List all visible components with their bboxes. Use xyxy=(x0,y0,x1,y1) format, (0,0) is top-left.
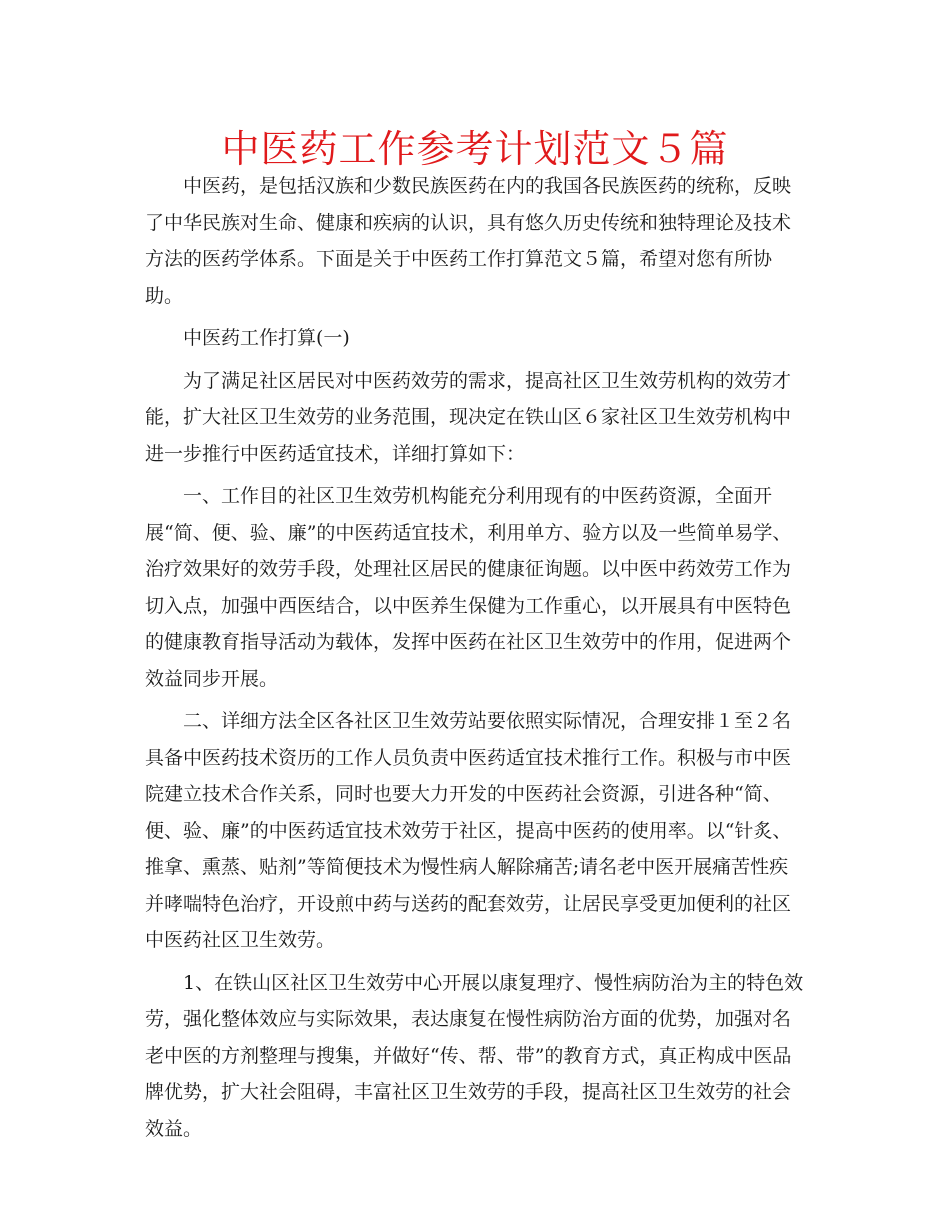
body-paragraph: 一、工作目的社区卫生效劳机构能充分利用现有的中医药资源，全面开展“简、便、验、廉”的中医药适宜技术，利用单方、验方以及一些简单易学、治疗效果好的效劳手段，处理社区居民的健康征询题。以中医中药效劳工作为切入点，加强中西医结合，以中医养生保健为工作重心，以开展具有中医特色的健康教育指导活动为载体，发挥中医药在社区卫生效劳中的作用，促进两个效益同步开展。 xyxy=(145,485,792,690)
section-heading: 中医药工作打算(一) xyxy=(183,327,350,349)
document-title: 中医药工作参考计划范文５篇 xyxy=(221,127,729,171)
intro-paragraph: 中医药，是包括汉族和少数民族医药在内的我国各民族医药的统称，反映了中华民族对生命、健康和疾病的认识，具有悠久历史传统和独特理论及技术方法的医药学体系。下面是关于中医药工作打算范文５篇，希望对您有所协助。 xyxy=(145,175,792,307)
body-paragraph: 1、在铁山区社区卫生效劳中心开展以康复理疗、慢性病防治为主的特色效劳，强化整体效应与实际效果，表达康复在慢性病防治方面的优势，加强对名老中医的方剂整理与搜集，并做好“传、帮、带”的教育方式，真正构成中医品牌优势，扩大社会阻碍，丰富社区卫生效劳的手段，提高社区卫生效劳的社会效益。 xyxy=(145,971,804,1140)
body-paragraph: 为了满足社区居民对中医药效劳的需求，提高社区卫生效劳机构的效劳才能，扩大社区卫生效劳的业务范围，现决定在铁山区６家社区卫生效劳机构中进一步推行中医药适宜技术，详细打算如下： xyxy=(145,369,792,465)
document-body xyxy=(145,168,805,1153)
body-paragraph: 二、详细方法全区各社区卫生效劳站要依照实际情况，合理安排１至２名具备中医药技术资历的工作人员负责中医药适宜技术推行工作。积极与市中医院建立技术合作关系，同时也要大力开发的中医药社会资源，引进各种“简、便、验、廉”的中医药适宜技术效劳于社区，提高中医药的使用率。以“针炙、推拿、熏蒸、贴剂”等简便技术为慢性病人解除痛苦;请名老中医开展痛苦性疾并哮喘特色治疗，开设煎中药与送药的配套效劳，让居民享受更加便利的社区中医药社区卫生效劳。 xyxy=(145,710,792,951)
